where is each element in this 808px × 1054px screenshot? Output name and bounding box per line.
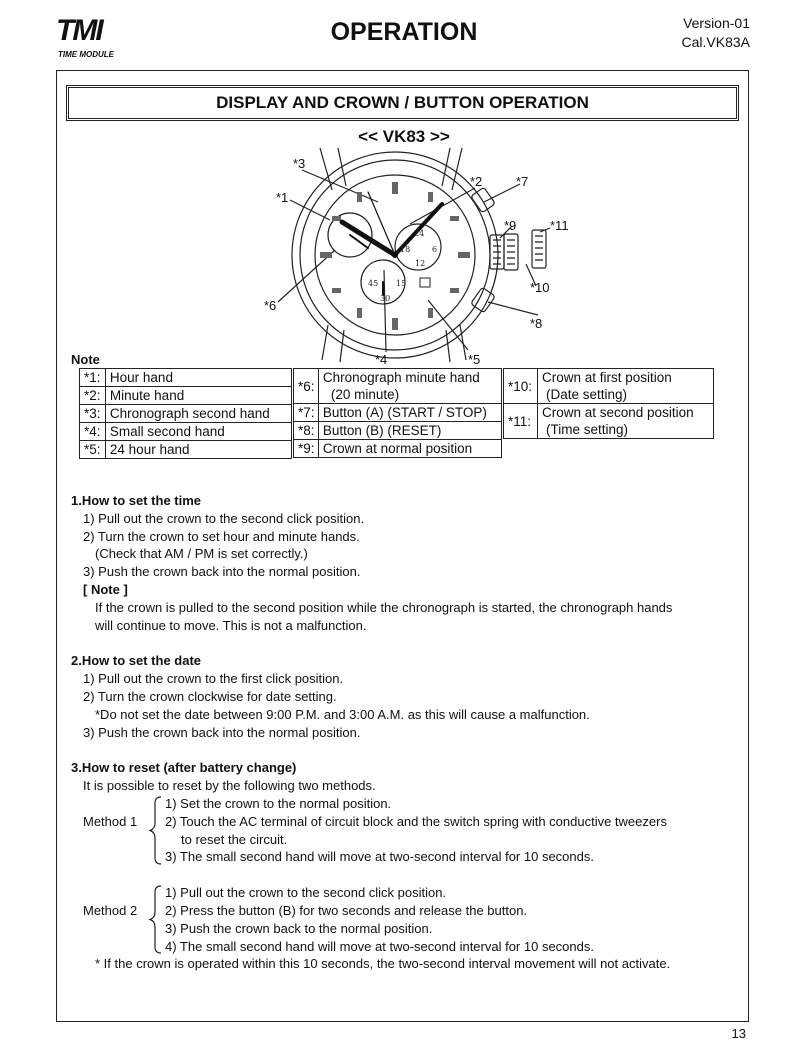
table-row: *11: Crown at second position	[504, 404, 714, 422]
instructions: 1.How to set the time 1) Pull out the crown to the second click position. 2) Turn the crown to set hour and minute hands. (Check that AM / PM is set correctly.) 3) Push the crown back into the normal position. [ Note ] If the crown is pulled to the second position while the chronograph is started, the chronograph hands will continue to move. This is not a malfunction. 2.How to set the date 1) Pull out the crown to the first click position. 2) Turn the crown clockwise for date setting. *Do not set the date between 9:00 P.M. and 3:00 A.M. as this will cause a malfunction. 3) Push the crown back into the normal position. 3.How to reset (after battery change) It is possible to reset by the following two methods. Method 1 1) Set the crown to the normal position. 2) Touch the AC terminal of circuit block and the switch spring with conductive tweezers to reset the circuit. 3) The small second hand will move at two-second interval for 10 seconds. Method 2 1) Pull out the crown to the second click position. 2) Press the button (B) for two seconds and release the button. 3) Push the crown back to the normal position. 4) The small second hand will move at two-second interval for 10 seconds. * If the crown is operated within this 10 seconds, the two-second interval movement will not activate.	[71, 492, 751, 973]
section-2-title: 2.How to set the date	[71, 653, 202, 669]
method-1: Method 1 1) Set the crown to the normal position. 2) Touch the AC terminal of circuit block and the switch spring with conductive tweezers to reset the circuit. 3) The small second hand will move at two-second interval for 10 seconds.	[83, 795, 667, 865]
callout-9: *9	[504, 218, 517, 233]
note-table-2	[293, 368, 502, 458]
method-2: Method 2 1) Pull out the crown to the second click position. 2) Press the button (B) for two seconds and release the button. 3) Push the crown back to the normal position. 4) The small second hand will move at two-second interval for 10 seconds.	[83, 885, 594, 954]
version-info	[682, 14, 750, 52]
table-row: (Time setting)	[504, 421, 714, 439]
section-3-title: 3.How to reset (after battery change)	[71, 760, 297, 776]
section-1-title: 1.How to set the time	[71, 493, 202, 508]
dial-num-6: 6	[432, 245, 438, 254]
callout-5: *5	[468, 352, 481, 367]
callout-6: *6	[264, 298, 277, 313]
table-row: *2: Minute hand	[80, 387, 292, 405]
dial-num-24: 24	[414, 229, 425, 238]
dial-num-15: 15	[396, 279, 407, 288]
table-row: *1: Hour hand	[80, 369, 292, 387]
callout-3: *3	[293, 156, 306, 171]
table-row: *7: Button (A) (START / STOP)	[294, 404, 502, 422]
note-table-3	[503, 368, 714, 439]
table-row: (Date setting)	[504, 386, 714, 404]
table-row: *6: Chronograph minute hand	[294, 369, 502, 387]
callout-11: *11	[550, 218, 569, 233]
page-title: OPERATION	[330, 18, 478, 46]
table-row: *10: Crown at first position	[504, 369, 714, 387]
callout-1: *1	[276, 190, 289, 205]
dial-num-12: 12	[415, 259, 426, 268]
dial-num-18: 18	[400, 245, 411, 254]
tmi-logo: TMI TIME MODULE	[56, 14, 114, 59]
note-label: Note	[71, 352, 100, 367]
section-title: DISPLAY AND CROWN / BUTTON OPERATION	[66, 85, 739, 121]
callout-2: *2	[470, 174, 483, 189]
caliber-label: Cal.VK83A	[681, 34, 750, 50]
version-label: Version-01	[683, 15, 750, 31]
footnote: * If the crown is operated within this 10 seconds, the two-second interval movement will not activate.	[95, 956, 671, 972]
callout-4: *4	[375, 352, 388, 367]
watch-diagram	[250, 140, 590, 370]
note-table-1	[79, 368, 292, 459]
table-row: *8: Button (B) (RESET)	[294, 422, 502, 440]
dial-num-45: 45	[368, 279, 379, 288]
table-row: *3: Chronograph second hand	[80, 405, 292, 423]
callout-8: *8	[530, 316, 543, 331]
table-row: *4: Small second hand	[80, 423, 292, 441]
table-row: *5: 24 hour hand	[80, 441, 292, 459]
model-label: << VK83 >>	[358, 127, 450, 146]
table-row: (20 minute)	[294, 386, 502, 404]
dial-num-30: 30	[380, 294, 391, 303]
table-row: *9: Crown at normal position	[294, 440, 502, 458]
callout-7: *7	[516, 174, 529, 189]
callout-10: *10	[530, 280, 550, 295]
page-number: 13	[731, 1026, 746, 1041]
